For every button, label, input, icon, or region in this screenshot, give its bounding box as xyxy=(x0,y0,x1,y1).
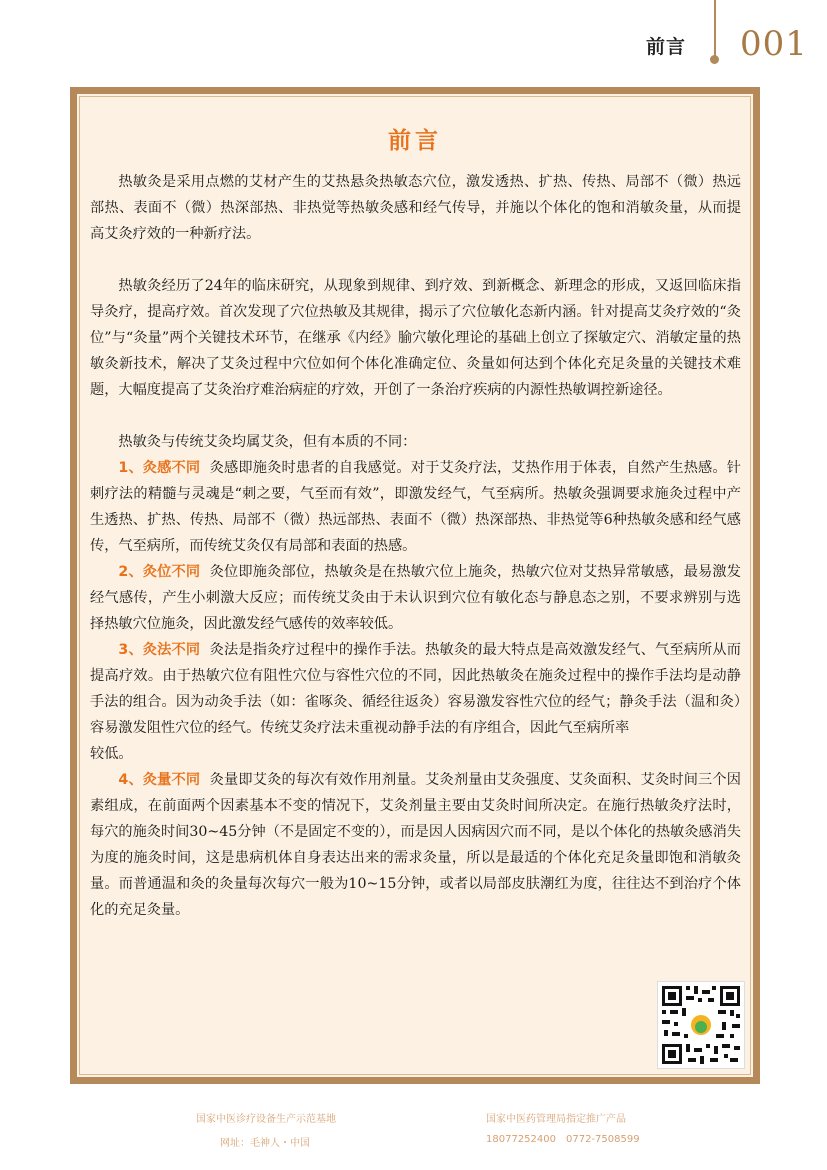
content-frame xyxy=(70,87,760,1084)
difference-label: 4、灸量不同 xyxy=(118,772,201,788)
footer-website: 网址：毛神人・中国 xyxy=(220,1138,310,1149)
article-title: 前言 xyxy=(388,128,442,154)
footer-product-label: 国家中医药管理局指定推广产品 xyxy=(486,1114,626,1125)
paragraph-intro: 热敏灸是采用点燃的艾材产生的艾热悬灸热敏态穴位，激发透热、扩热、传热、局部不（微）热远部热、表面不（微）热深部热、非热觉等热敏灸感和经气传导，并施以个体化的饱和消敏灸量，从而提高艾灸疗效的一种新疗法。 xyxy=(90,174,741,242)
difference-text: 灸量即艾灸的每次有效作用剂量。艾灸剂量由艾灸强度、艾灸面积、艾灸时间三个因素组成，在前面两个因素基本不变的情况下，艾灸剂量主要由艾灸时间所决定。在施行热敏灸疗法时，每穴的施灸时间30~45分钟（不是固定不变的），而是因人因病因穴而不同，是以个体化的热敏灸感消失为度的施灸时间，这是患病机体自身表达出来的需求灸量，所以是最适的个体化充足灸量即饱和消敏灸量。而普通温和灸的灸量每次每穴一般为10~15分钟，或者以局部皮肤潮红为度，往往达不到治疗个体化的充足灸量。 xyxy=(90,772,741,918)
header-divider xyxy=(714,0,716,58)
difference-text: 灸法是指灸疗过程中的操作手法。热敏灸的最大特点是高效激发经气、气至病所从而提高疗效。由于热敏穴位有阻性穴位与容性穴位的不同，因此热敏灸在施灸过程中的操作手法均是动静手法的组合。因为动灸手法（如：雀啄灸、循经往返灸）容易激发容性穴位的经气；静灸手法（温和灸）容易激发阻性穴位的经气。传统艾灸疗法未重视动静手法的有序组合，因此气至病所率 xyxy=(90,642,741,736)
difference-item-moxa-dose xyxy=(90,767,741,923)
page-number: 001 xyxy=(740,24,808,64)
difference-item-moxa-method-tail: 较低。 xyxy=(90,746,133,762)
qr-code-graphic xyxy=(658,982,744,1068)
difference-text: 灸位即施灸部位，热敏灸是在热敏穴位上施灸，热敏穴位对艾热异常敏感，最易激发经气感传，产生小刺激大反应；而传统艾灸由于未认识到穴位有敏化态与静息态之别，不要求辨别与选择热敏穴位施灸，因此激发经气感传的效率较低。 xyxy=(90,564,741,632)
paragraph-history: 热敏灸经历了24年的临床研究，从现象到规律、到疗效、到新概念、新理念的形成，又返回临床指导灸疗，提高疗效。首次发现了穴位热敏及其规律，揭示了穴位敏化态新内涵。针对提高艾灸疗效的“灸位”与“灸量”两个关键技术环节，在继承《内经》腧穴敏化理论的基础上创立了探敏定穴、消敏定量的热敏灸新技术，解决了艾灸过程中穴位如何个体化准确定位、灸量如何达到个体化充足灸量的关键技术难题，大幅度提高了艾灸治疗难治病症的疗效，开创了一条治疗疾病的内源性热敏调控新途径。 xyxy=(90,278,741,398)
difference-label: 3、灸法不同 xyxy=(118,642,201,658)
header-divider-dot xyxy=(710,55,719,64)
article-body xyxy=(90,169,741,923)
footer-base-label: 国家中医诊疗设备生产示范基地 xyxy=(196,1114,336,1125)
footer-phone-landline: 0772-7508599 xyxy=(566,1134,640,1145)
paragraph-gap xyxy=(90,247,741,273)
difference-text: 灸感即施灸时患者的自我感觉。对于艾灸疗法，艾热作用于体表，自然产生热感。针刺疗法的精髓与灵魂是“刺之要，气至而有效”，即激发经气，气至病所。热敏灸强调要求施灸过程中产生透热、扩热、传热、局部不（微）热远部热、表面不（微）热深部热、非热觉等6种热敏灸感和经气感传，气至病所，而传统艾灸仅有局部和表面的热感。 xyxy=(90,460,741,554)
difference-label: 1、灸感不同 xyxy=(118,460,201,476)
difference-label: 2、灸位不同 xyxy=(118,564,201,580)
footer-phone-mobile: 18077252400 xyxy=(486,1134,556,1145)
difference-item-moxa-sensation xyxy=(90,455,741,559)
paragraph-gap xyxy=(90,403,741,429)
page-header-label: 前言 xyxy=(646,36,687,58)
difference-item-moxa-method xyxy=(90,637,741,741)
difference-item-moxa-site xyxy=(90,559,741,637)
paragraph-comparison-lead: 热敏灸与传统艾灸均属艾灸，但有本质的不同： xyxy=(118,434,417,450)
qr-code xyxy=(657,981,745,1069)
